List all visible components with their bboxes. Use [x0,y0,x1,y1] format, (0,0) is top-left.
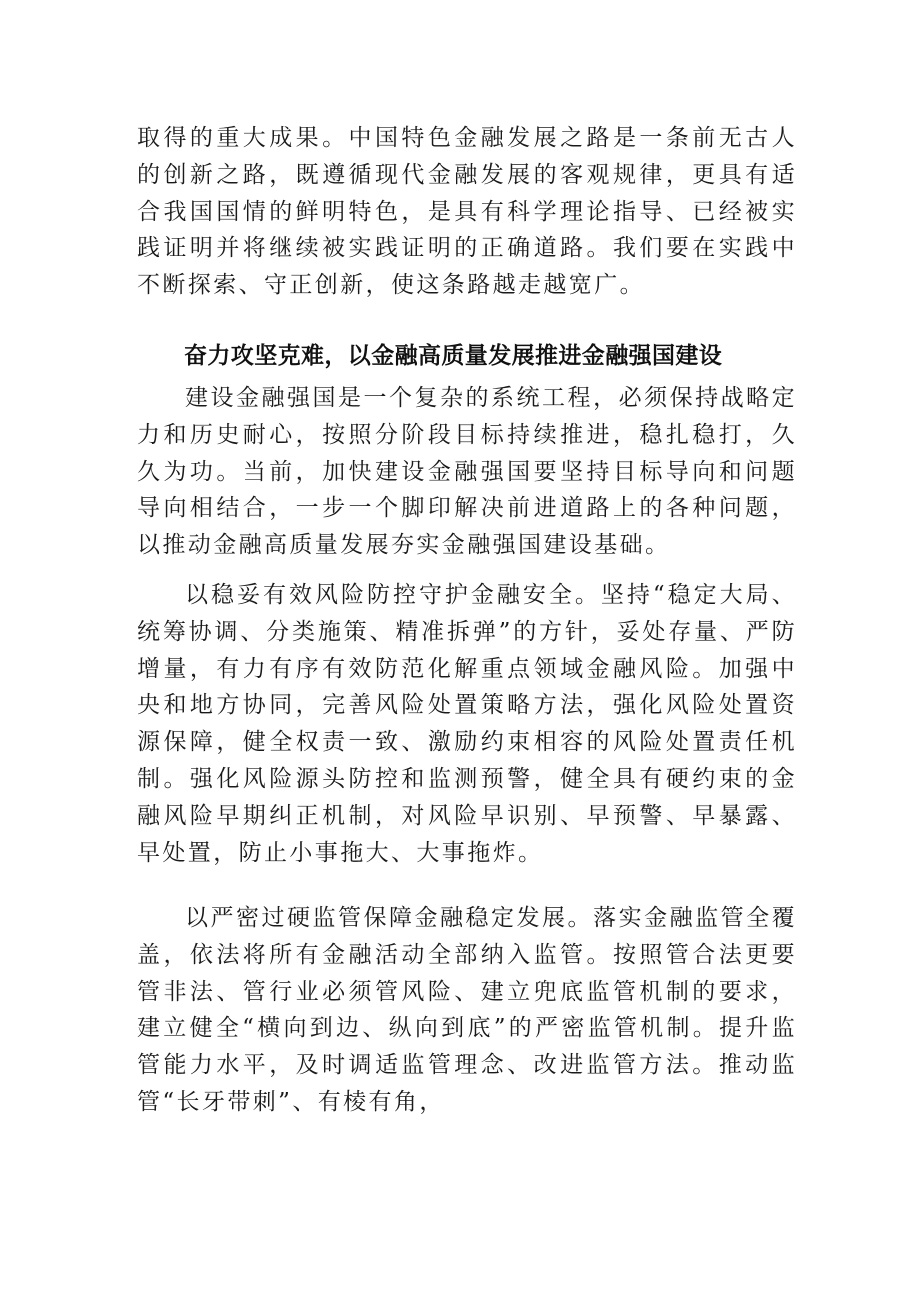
paragraph-text: 以稳妥有效风险防控守护金融安全。坚持“稳定大局、统筹协调、分类施策、精准拆弹”的方针，妥处存量、严防增量，有力有序有效防范化解重点领域金融风险。加强中央和地方协同，完善风险处置策略方法，强化风险处置资源保障，健全权责一致、激励约束相容的风险处置责任机制。强化风险源头防控和监测预警，健全具有硬约束的金融风险早期纠正机制，对风险早识别、早预警、早暴露、早处置，防止小事拖大、大事拖炸。 [137,582,797,866]
paragraph-text: 建设金融强国是一个复杂的系统工程，必须保持战略定力和历史耐心，按照分阶段目标持续推进，稳扎稳打，久久为功。当前，加快建设金融强国要坚持目标导向和问题导向相结合，一步一个脚印解决前进道路上的各种问题，以推动金融高质量发展夯实金融强国建设基础。 [137,385,797,559]
paragraph-intro [137,380,797,564]
paragraph-risk-control [137,577,797,871]
paragraph-continuation [137,120,797,304]
paragraph-text: 取得的重大成果。中国特色金融发展之路是一条前无古人的创新之路，既遵循现代金融发展的客观规律，更具有适合我国国情的鲜明特色，是具有科学理论指导、已经被实践证明并将继续被实践证明的正确道路。我们要在实践中不断探索、守正创新，使这条路越走越宽广。 [137,125,797,299]
section-heading: 奋力攻坚克难，以金融高质量发展推进金融强国建设 [184,343,723,369]
paragraph-text: 以严密过硬监管保障金融稳定发展。落实金融监管全覆盖，依法将所有金融活动全部纳入监管。按照管合法更要管非法、管行业必须管风险、建立兜底监管机制的要求，建立健全“横向到边、纵向到底”的严密监管机制。提升监管能力水平，及时调适监管理念、改进监管方法。推动监管“长牙带刺”、有棱有角， [137,905,797,1115]
paragraph-supervision [137,900,797,1121]
